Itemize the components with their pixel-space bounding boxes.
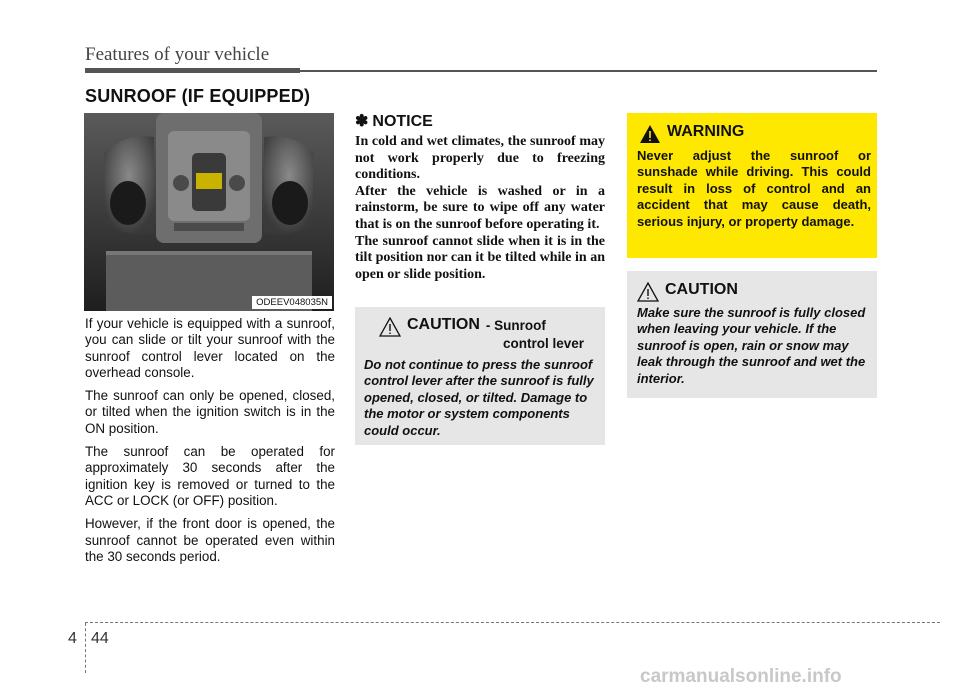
notice-paragraph: The sunroof cannot slide when it is in the tilt position nor can it be tilted while in an open or slide position.	[355, 233, 605, 282]
notice-paragraph: In cold and wet climates, the sunroof may not work properly due to freezing conditions.	[355, 134, 605, 183]
caution-text: Do not continue to press the sunroof control lever after the sunroof is fully opened, closed, or tilted. Damage to the motor or system components could occur.	[364, 357, 594, 438]
warning-title: WARNING	[667, 123, 745, 140]
warning-triangle-icon	[639, 124, 661, 144]
caution-subtitle: - Sunroof	[485, 318, 546, 333]
caution-title: CAUTION	[407, 316, 480, 333]
page-number: 44	[91, 630, 109, 647]
notice-star-icon: ✽	[355, 113, 369, 130]
notice-text	[355, 134, 605, 283]
chapter-number: 4	[68, 630, 77, 647]
caution-closed-box	[627, 271, 877, 398]
caution-lever-box	[355, 307, 605, 445]
footer-divider	[85, 623, 86, 673]
header-title: Features of your vehicle	[85, 44, 270, 65]
body-paragraph: If your vehicle is equipped with a sunroof, you can slide or tilt your sunroof with the sunroof control lever located on the overhead console.	[85, 316, 335, 380]
section-title: SUNROOF (IF EQUIPPED)	[85, 86, 311, 106]
notice-paragraph: After the vehicle is washed or in a rainstorm, be sure to wipe off any water that is on the sunroof before operating it.	[355, 183, 605, 232]
overhead-console-photo	[84, 113, 334, 311]
warning-box	[627, 113, 877, 258]
overhead-console-illustration	[84, 113, 334, 311]
caution-triangle-icon	[637, 282, 659, 302]
photo-code: ODEEV048035N	[252, 296, 332, 309]
notice-heading	[355, 111, 433, 131]
caution-subtitle-line2: control lever	[503, 336, 585, 351]
caution-text: Make sure the sunroof is fully closed when leaving your vehicle. If the sunroof is open, rain or snow may leak through the sunroof and wet the interior.	[637, 305, 866, 386]
notice-label: NOTICE	[372, 113, 433, 130]
body-paragraph: However, if the front door is opened, the sunroof cannot be operated even within the 30 seconds period.	[85, 516, 335, 564]
header-rule-thick	[85, 68, 300, 73]
caution-title: CAUTION	[665, 281, 738, 298]
footer-rule	[85, 622, 940, 623]
body-paragraph: The sunroof can only be opened, closed, or tilted when the ignition switch is in the ON position.	[85, 388, 335, 436]
body-paragraph: The sunroof can be operated for approximately 30 seconds after the ignition key is removed or turned to the ACC or LOCK (or OFF) position.	[85, 444, 335, 508]
watermark: carmanualsonline.info	[640, 666, 842, 687]
header-rule-thin	[300, 70, 877, 72]
warning-text: Never adjust the sunroof or sunshade while driving. This could result in loss of control and an accident that may cause death, serious injury, or property damage.	[637, 148, 871, 229]
body-text	[85, 316, 335, 572]
caution-triangle-icon	[379, 317, 401, 337]
